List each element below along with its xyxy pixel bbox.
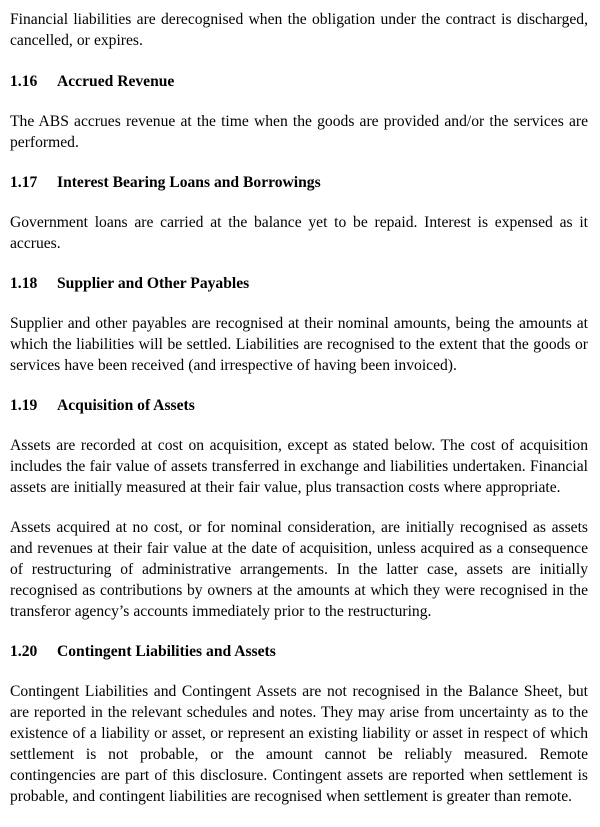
section-heading-1-16 (10, 71, 588, 92)
section-heading-1-18 (10, 273, 588, 294)
section-body-1-19-paragraph-2: Assets acquired at no cost, or for nominal consideration, are initially recognised as assets and revenues at their fair value at the date of acquisition, unless acquired as a consequence of restructuring of administrative arrangements. In the latter case, assets are initially recognised as contributions by owners at the amounts at which they were recognised in the transferor agency’s accounts immediately prior to the restructuring. (10, 519, 588, 620)
section-heading-1-17 (10, 172, 588, 193)
section-number: 1.17 (10, 174, 38, 191)
section-number: 1.16 (10, 73, 38, 90)
section-body-1-20: Contingent Liabilities and Contingent Assets are not recognised in the Balance Sheet, but are reported in the relevant schedules and notes. They may arise from uncertainty as to the existence of a liability or asset, or represent an existing liability or asset in respect of which settlement is not probable, or the amount cannot be reliably measured. Remote contingencies are part of this disclosure. Contingent assets are reported when settlement is probable, and contingent liabilities are recognised when settlement is greater than remote. (10, 683, 588, 805)
section-title: Contingent Liabilities and Assets (57, 643, 276, 660)
section-body-1-19-paragraph-1: Assets are recorded at cost on acquisition, except as stated below. The cost of acquisition includes the fair value of assets transferred in exchange and liabilities undertaken. Financial assets are initially measured at their fair value, plus transaction costs where appropriate. (10, 437, 588, 496)
section-number: 1.19 (10, 397, 38, 414)
section-title: Interest Bearing Loans and Borrowings (57, 174, 321, 191)
section-title: Acquisition of Assets (57, 397, 195, 414)
section-body-1-16: The ABS accrues revenue at the time when the goods are provided and/or the services are performed. (10, 113, 588, 151)
section-heading-1-20 (10, 641, 588, 662)
section-heading-1-19 (10, 395, 588, 416)
section-body-1-17: Government loans are carried at the balance yet to be repaid. Interest is expensed as it accrues. (10, 214, 588, 252)
section-body-1-18: Supplier and other payables are recognised at their nominal amounts, being the amounts at which the liabilities will be settled. Liabilities are recognised to the extent that the goods or services have been received (and irrespective of having been invoiced). (10, 315, 588, 374)
section-title: Accrued Revenue (57, 73, 175, 90)
intro-paragraph: Financial liabilities are derecognised when the obligation under the contract is discharged, cancelled, or expires. (10, 11, 588, 49)
section-number: 1.20 (10, 643, 38, 660)
section-title: Supplier and Other Payables (57, 275, 250, 292)
section-number: 1.18 (10, 275, 38, 292)
